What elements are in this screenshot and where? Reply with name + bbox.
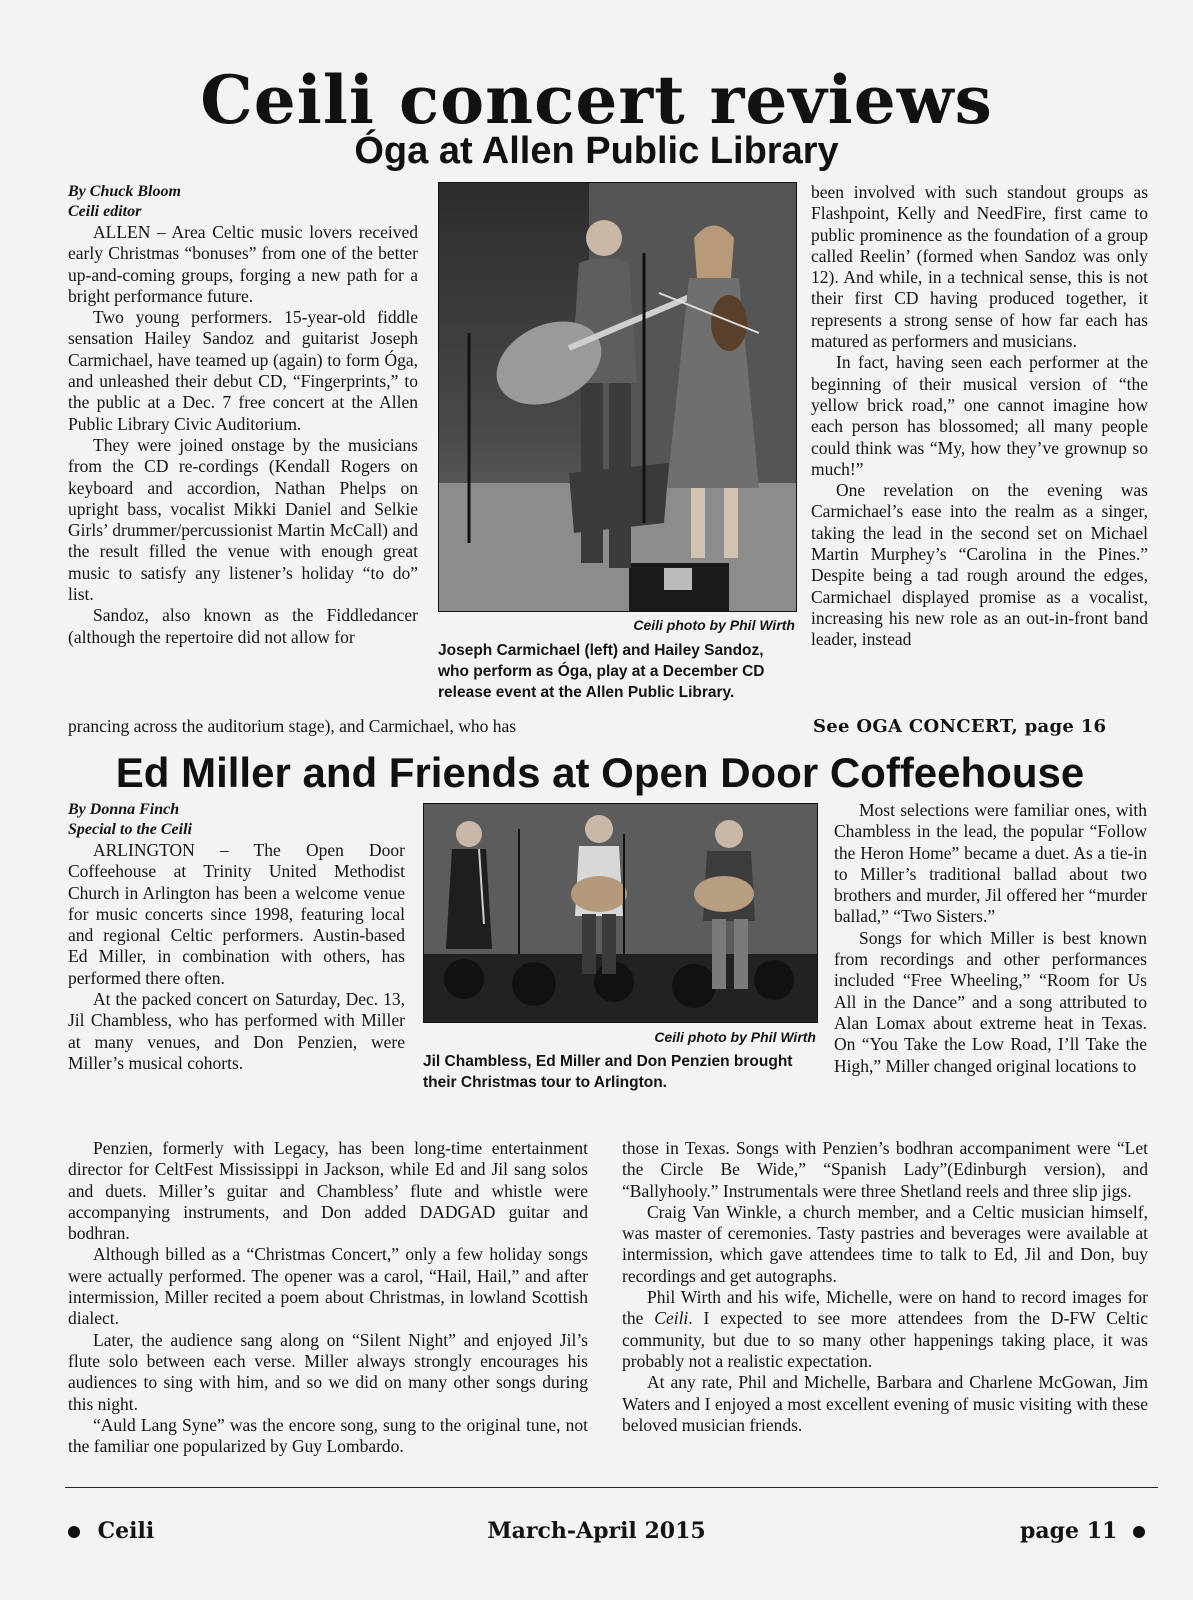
article2-wirth-text: . I expected to see more attendees from the D-FW Celtic community, but due to so many other happenings taking place, it was probably not a realistic expectation. [622, 1308, 1148, 1371]
article2-photo-credit: Ceili photo by Phil Wirth [654, 1029, 816, 1045]
article1-paragraph: One revelation on the evening was Carmichael’s ease into the realm as a singer, taking the lead in the second set on Michael Martin Murphey’s “Carolina in the Pines.” Despite being a tad rough around the edges, Carmichael displayed promise as a vocalist, increasing his new role as an out-in-front band leader, instead [811, 480, 1148, 650]
bullet-icon [1133, 1526, 1145, 1538]
footer-publication: Ceili [97, 1518, 155, 1544]
article2-ceili-italic: Ceili [654, 1308, 689, 1329]
article2-paragraph: Although billed as a “Christmas Concert,” only a few holiday songs were actually performed. The opener was a carol, “Hail, Hail,” and after intermission, Miller recited a poem about Christmas, in lowland Scottish dialect. [68, 1244, 588, 1329]
article1-photo-credit: Ceili photo by Phil Wirth [633, 617, 795, 633]
footer-page-number: page 11 [1020, 1518, 1118, 1544]
article1-paragraph: Two young performers. 15-year-old fiddle sensation Hailey Sandoz and guitarist Joseph Carmichael, have teamed up (again) to form Óga, and unleashed their debut CD, “Fingerprints,” to the public at a Dec. 7 free concert at the Allen Public Library Civic Auditorium. [68, 307, 418, 434]
article1-headline: Óga at Allen Public Library [354, 130, 839, 172]
article2-paragraph: Songs for which Miller is best known from recordings and other performances included “Free Wheeling,” “Room for Us All in the Dance” and a song attributed to Alan Lomax about extreme heat in Texas. On “You Take the Low Road, I’ll Take the High,” Miller changed original locations to [834, 927, 1147, 1076]
article2-right-top-column [834, 800, 1147, 1077]
article1-left-column [68, 182, 418, 648]
article2-wirth-text: Phil Wirth and his wife, Michelle, were on hand to record images for the [622, 1287, 1148, 1329]
article1-paragraph: ALLEN – Area Celtic music lovers received early Christmas “bonuses” from one of the better up-and-coming groups, forging a new path for a bright performance future. [68, 222, 418, 306]
footer-divider [65, 1487, 1158, 1488]
article2-paragraph: ARLINGTON – The Open Door Coffeehouse at Trinity United Methodist Church in Arlington has been a welcome venue for music concerts since 1998, featuring local and regional Celtic performers. Austin-based Ed Miller, in combination with others, has performed there often. [68, 840, 405, 988]
article1-right-column [811, 182, 1148, 651]
article2-paragraph: Later, the audience sang along on “Silent Night” and enjoyed Jil’s flute solo between each verse. Miller always strongly encourages his audiences to sing with him, and so we did on many other songs during this night. [68, 1329, 588, 1414]
article2-photo [423, 803, 818, 1023]
article1-wide-line: prancing across the auditorium stage), and Carmichael, who has [68, 716, 517, 736]
article1-jump-line: See OGA CONCERT, page 16 [813, 716, 1107, 737]
oga-performers-photo [439, 183, 796, 611]
article1-byline-name: By Chuck Bloom [68, 183, 181, 200]
article2-bottom-right-column [622, 1138, 1148, 1436]
footer-right [1020, 1518, 1145, 1544]
article1-paragraph: been involved with such standout groups as Flashpoint, Kelly and NeedFire, first came to public prominence as the foundation of a group called Reelin’ (formed when Sandoz was only 12). And while, in a technical sense, this is not their first CD having produced together, it represents a strong sense of how far each has matured as performers and musicians. [811, 182, 1148, 352]
article2-paragraph: Craig Van Winkle, a church member, and a Celtic musician himself, was master of ceremonies. Tasty pastries and beverages were available at intermission, which gave attendees time to talk to Ed, Jil and Don, buy recordings and get autographs. [622, 1201, 1148, 1286]
article2-paragraph: At any rate, Phil and Michelle, Barbara and Charlene McGowan, Jim Waters and I enjoyed a most excellent evening of music visiting with these beloved musician friends. [622, 1372, 1148, 1435]
article1-photo-caption: Joseph Carmichael (left) and Hailey Sandoz, who perform as Óga, play at a December CD release event at the Allen Public Library. [438, 642, 765, 701]
footer-issue: March-April 2015 [487, 1518, 706, 1544]
article2-paragraph: “Auld Lang Syne” was the encore song, sung to the original tune, not the familiar one popularized by Guy Lombardo. [68, 1414, 588, 1457]
article1-paragraph: They were joined onstage by the musicians from the CD re-cordings (Kendall Rogers on keyboard and accordion, Nathan Phelps on upright bass, vocalist Mikki Daniel and Selkie Girls’ drummer/percussionist Martin McCall) and the result filled the venue with enough great music to satisfy any listener’s holiday “to do” list. [68, 434, 418, 605]
article2-byline-title: Special to the Ceili [68, 821, 192, 838]
article1-byline-title: Ceili editor [68, 203, 142, 220]
article2-paragraph: those in Texas. Songs with Penzien’s bodhran accompaniment were “Let the Circle Be Wide,” “Spanish Lady”(Edinburgh version), and “Ballyhooly.” Instrumentals were three Shetland reels and three slip jigs. [622, 1138, 1148, 1201]
article2-byline-name: By Donna Finch [68, 801, 180, 818]
article2-photo-caption: Jil Chambless, Ed Miller and Don Penzien brought their Christmas tour to Arlington. [423, 1053, 793, 1091]
article1-paragraph: In fact, having seen each performer at the beginning of their musical version of “the yellow brick road,” one cannot imagine how each person has blossomed; all many people could think was “My, how they’ve grownup so much!” [811, 352, 1148, 479]
article2-paragraph: Most selections were familiar ones, with Chambless in the lead, the popular “Follow the Heron Home” became a duet. As a tie-in to Miller’s traditional ballad about two brothers and murder, Jil offered her “murder ballad,” “Two Sisters.” [834, 800, 1147, 927]
article2-left-column [68, 800, 405, 1074]
article2-paragraph: At the packed concert on Saturday, Dec. 13, Jil Chambless, who has performed with Miller at many venues, and Don Penzien, were Miller’s musical cohorts. [68, 989, 405, 1073]
article1-photo [438, 182, 797, 612]
article2-paragraph [622, 1287, 1148, 1372]
coffeehouse-performers-photo [424, 804, 817, 1022]
article2-headline: Ed Miller and Friends at Open Door Coffeehouse [115, 749, 1085, 796]
article2-bottom-left-column [68, 1138, 588, 1457]
section-masthead: Ceili concert reviews [200, 61, 993, 139]
article1-paragraph: Sandoz, also known as the Fiddledancer (although the repertoire did not allow for [68, 605, 418, 647]
article2-paragraph: Penzien, formerly with Legacy, has been long-time entertainment director for CeltFest Mississippi in Jackson, while Ed and Jil sang solos and duets. Miller’s guitar and Chambless’ flute and whistle were accompanying instruments, and Don added DADGAD guitar and bodhran. [68, 1138, 588, 1244]
